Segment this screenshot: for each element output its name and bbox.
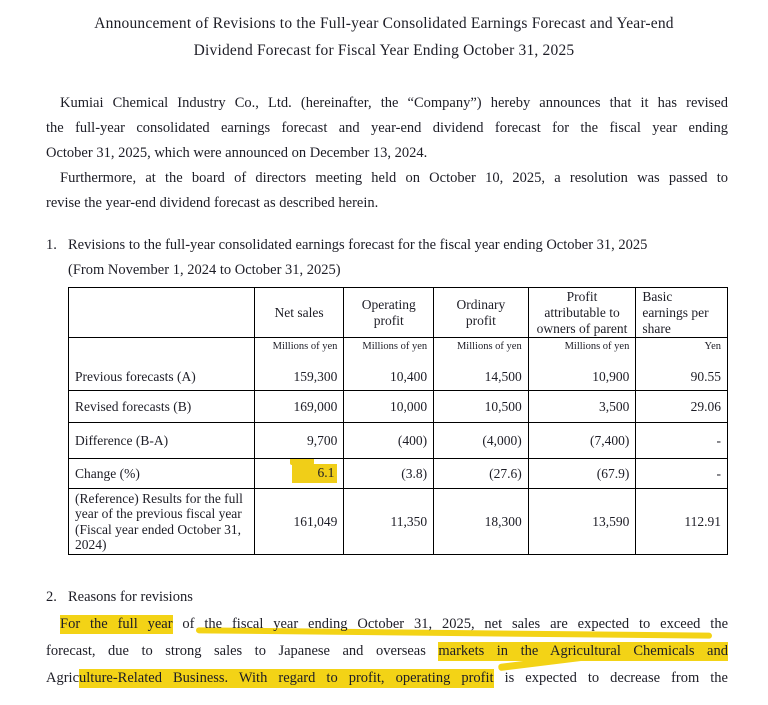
- cell-value: 112.91: [636, 489, 728, 555]
- intro-paragraph-1: [46, 91, 728, 166]
- paragraph-line: the full-year consolidated earnings forecast and year-end dividend forecast for the fiscal year ending: [46, 120, 728, 136]
- paragraph-line: [46, 665, 728, 692]
- table-cell: [636, 338, 728, 391]
- cell-value: (27.6): [434, 459, 529, 489]
- table-cell: [434, 338, 529, 391]
- unit-label: Yen: [704, 341, 721, 352]
- cell-value: 10,900: [592, 369, 630, 384]
- table-header-row: [69, 288, 728, 338]
- cell-value: 169,000: [254, 391, 344, 423]
- highlighted-cell: [254, 459, 344, 489]
- cell-value: 9,700: [254, 423, 344, 459]
- row-label: Change (%): [69, 459, 255, 489]
- cell-value: 10,500: [434, 391, 529, 423]
- header-profit-attributable: Profit attributable to owners of parent: [528, 288, 636, 338]
- table-cell: [528, 338, 636, 391]
- cell-value: (4,000): [434, 423, 529, 459]
- section-1-heading: [46, 233, 728, 258]
- header-net-sales: Net sales: [254, 288, 344, 338]
- table-row-change-percent: [69, 459, 728, 489]
- cell-value: 14,500: [484, 369, 522, 384]
- paragraph-line: revise the year-end dividend forecast as described herein.: [46, 195, 379, 211]
- row-label: (Reference) Results for the full year of the previous fiscal year (Fiscal year ended October 31, 2024): [69, 489, 255, 555]
- section-1-subtitle: (From November 1, 2024 to October 31, 2025): [68, 262, 341, 278]
- cell-value: 29.06: [636, 391, 728, 423]
- cell-value: -: [636, 459, 728, 489]
- section-2-number: 2.: [46, 589, 57, 605]
- paragraph-line: October 31, 2025, which were announced on December 13, 2024.: [46, 145, 428, 161]
- table-row-revised-forecasts: [69, 391, 728, 423]
- highlighted-text: markets in the Agricultural Chemicals and: [438, 643, 728, 659]
- paragraph-line: [46, 638, 728, 665]
- table-cell: [344, 338, 434, 391]
- reasons-paragraph: [46, 611, 728, 692]
- row-label: Difference (B-A): [69, 423, 255, 459]
- cell-value: (400): [344, 423, 434, 459]
- unit-label: Millions of yen: [564, 341, 630, 352]
- document-title-line2: Dividend Forecast for Fiscal Year Ending October 31, 2025: [193, 42, 575, 59]
- unit-label: Millions of yen: [362, 341, 428, 352]
- section-1-number: 1.: [46, 237, 57, 253]
- unit-label: Millions of yen: [456, 341, 522, 352]
- paragraph-line: Furthermore, at the board of directors meeting held on October 10, 2025, a resolution was passed to: [60, 170, 728, 186]
- highlighter-mark: 6.1: [292, 464, 338, 483]
- document-title: [0, 0, 768, 64]
- document-title-line1: Announcement of Revisions to the Full-year Consolidated Earnings Forecast and Year-end: [94, 15, 674, 32]
- forecast-table: [68, 287, 728, 555]
- table-row-reference-results: [69, 489, 728, 555]
- highlighted-text: ulture-Related Business. With regard to profit, operating profit: [79, 670, 494, 686]
- header-ordinary-profit: Ordinary profit: [434, 288, 529, 338]
- cell-value: 3,500: [528, 391, 636, 423]
- row-label: Previous forecasts (A): [69, 338, 255, 391]
- header-operating-profit: Operating profit: [344, 288, 434, 338]
- row-label: Revised forecasts (B): [69, 391, 255, 423]
- cell-value: -: [636, 423, 728, 459]
- table-cell: [254, 338, 344, 391]
- header-empty: [69, 288, 255, 338]
- paragraph-line: [46, 611, 728, 638]
- header-basic-eps: Basic earnings per share: [636, 288, 728, 338]
- table-row-difference: [69, 423, 728, 459]
- section-2-title: Reasons for revisions: [68, 589, 193, 605]
- unit-label: Millions of yen: [272, 341, 338, 352]
- paragraph-line: Kumiai Chemical Industry Co., Ltd. (hereinafter, the “Company”) hereby announces that it has revised: [60, 95, 728, 111]
- cell-value: (7,400): [528, 423, 636, 459]
- section-2-heading: [46, 585, 728, 610]
- cell-value: 10,000: [344, 391, 434, 423]
- paragraph-text: Agric: [46, 670, 80, 686]
- cell-value: 18,300: [434, 489, 529, 555]
- table-row-previous-forecasts: [69, 338, 728, 391]
- cell-value: (3.8): [344, 459, 434, 489]
- cell-value: 10,400: [389, 369, 428, 384]
- paragraph-text: of the fiscal year ending October 31, 2025, net sales are expected to exceed the: [172, 616, 728, 632]
- cell-value: 90.55: [690, 369, 721, 384]
- highlighted-text: For the full year: [60, 616, 173, 632]
- intro-paragraph-2: [46, 166, 728, 216]
- cell-value: (67.9): [528, 459, 636, 489]
- paragraph-text: is expected to decrease from the: [493, 670, 728, 686]
- cell-value: 13,590: [528, 489, 636, 555]
- cell-value: 161,049: [254, 489, 344, 555]
- section-1-title: Revisions to the full-year consolidated earnings forecast for the fiscal year ending October 31, 2025: [68, 237, 648, 253]
- cell-value: 11,350: [344, 489, 434, 555]
- paragraph-text: forecast, due to strong sales to Japanese and overseas: [46, 643, 439, 659]
- cell-value: 159,300: [293, 369, 338, 384]
